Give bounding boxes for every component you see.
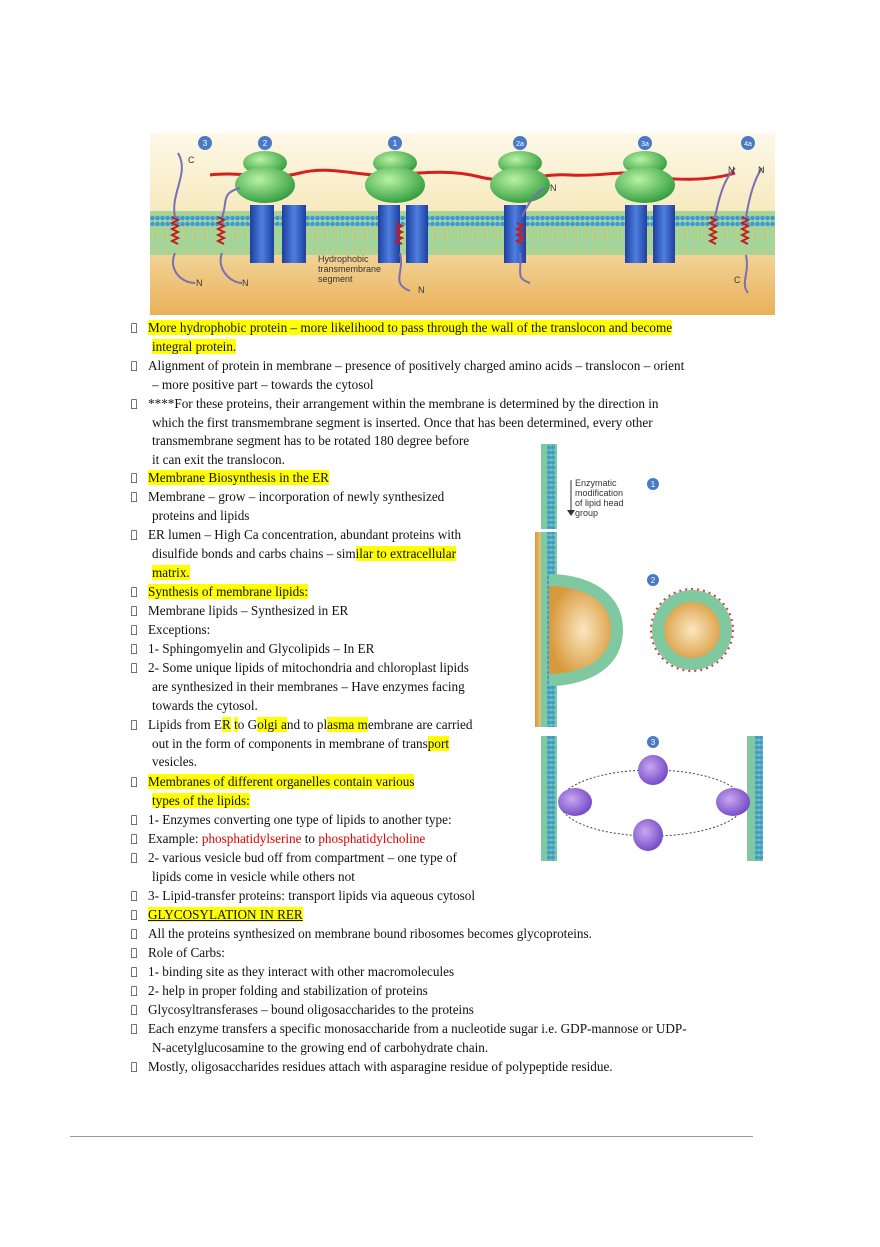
text-segment: types of the lipids: [152,793,250,808]
footer-rule [70,1136,753,1137]
text-segment: ****For these proteins, their arrangement within the membrane is determined by the direction in [148,396,659,411]
text-segment: o G [237,717,258,732]
text-line [148,602,348,620]
text-segment: GLYCOSYLATION IN RER [148,907,303,922]
text-line [148,1058,613,1076]
text-line [152,753,197,771]
text-line [152,735,449,753]
step-badge-2a [513,136,527,150]
text-segment: N-acetylglucosamine to the growing end of carbohydrate chain. [152,1040,489,1055]
text-segment: Role of Carbs: [148,945,225,960]
hydrophobic-callout: Hydrophobic transmembrane segment [318,254,382,284]
bullet [129,605,139,617]
bullet [129,472,139,484]
bullet [129,890,139,902]
step-badge-fig2-1 [647,478,659,490]
text-segment: 1- binding site as they interact with other macromolecules [148,964,455,979]
budding-membrane [549,580,617,680]
text-line [152,868,355,886]
text-line [148,357,684,375]
text-segment: nd to pl [286,717,328,732]
step-badge-3a [638,136,652,150]
terminal-c-right: C [734,275,741,285]
text-line [148,621,210,639]
lipid-diagram-svg [535,440,775,865]
bullet [129,852,139,864]
terminal-n-3: N [418,285,425,295]
text-segment: 3- Lipid-transfer proteins: transport lipids via aqueous cytosol [148,888,476,903]
text-line [148,982,428,1000]
transfer-protein-left [558,788,592,816]
svg-text:1: 1 [392,139,398,148]
step-badge-fig2-3 [647,736,659,748]
bullet [129,491,139,503]
text-line [148,963,454,981]
text-segment: lipids come in vesicle while others not [152,869,355,884]
bullet [129,928,139,940]
text-segment: asma m [327,717,368,732]
bullet [129,1023,139,1035]
text-segment: Membrane Biosynthesis in the ER [148,470,329,485]
text-segment: transmembrane segment has to be rotated 180 degree before [152,433,470,448]
bullet [129,1061,139,1073]
text-segment: are synthesized in their membranes – Have enzymes facing [152,679,465,694]
bullet [129,529,139,541]
text-line [148,811,452,829]
step-badge-2 [258,136,272,150]
text-line [148,395,659,413]
text-line [148,906,303,924]
text-segment: matrix. [152,565,190,580]
bullet [129,624,139,636]
text-line [152,432,469,450]
text-segment: 1- Sphingomyelin and Glycolipids – In ER [148,641,375,656]
transfer-protein-top [638,755,668,785]
text-segment: embrane are carried [367,717,473,732]
step-badge-4a [741,136,755,150]
text-segment: More hydrophobic protein – more likelihood to pass through the wall of the translocon and become [148,320,673,335]
text-line [152,414,653,432]
text-line [152,451,285,469]
text-segment: towards the cytosol. [152,698,258,713]
text-segment: phosphatidylcholine [318,831,426,846]
membrane-strip-1 [541,444,557,529]
bullet [129,947,139,959]
svg-text:2: 2 [650,576,656,585]
text-line [148,583,308,601]
text-line [148,716,473,734]
text-line [148,640,374,658]
svg-text:2a: 2a [516,141,524,148]
page-top-bullet [129,110,139,122]
text-segment: Exceptions: [148,622,211,637]
text-line [148,925,592,943]
text-segment: port [427,736,450,751]
terminal-n-5: N [728,165,735,175]
lipid-transport-figure [535,440,775,865]
bullet [129,662,139,674]
text-line [148,887,475,905]
translocon-membrane-figure [150,133,775,315]
text-segment: Membrane lipids – Synthesized in ER [148,603,349,618]
text-segment: 2- various vesicle bud off from compartment – one type of [148,850,457,865]
bullet [129,643,139,655]
bullet [129,322,139,334]
text-line [152,507,249,525]
bullet [129,814,139,826]
text-line [148,944,225,962]
transfer-protein-right [716,788,750,816]
text-line [152,376,374,394]
membrane-strip-3-left [541,736,557,861]
vesicle [658,596,726,664]
svg-text:3a: 3a [641,141,649,148]
svg-text:4a: 4a [744,141,752,148]
text-segment: Glycosyltransferases – bound oligosaccharides to the proteins [148,1002,474,1017]
text-line [148,469,329,487]
svg-text:1: 1 [650,480,656,489]
text-line [148,1020,687,1038]
enzymatic-callout: Enzymatic modification of lipid head group [575,478,624,518]
text-segment: to [301,831,319,846]
text-line [152,792,250,810]
text-line [148,319,672,337]
text-segment: vesicles. [152,754,198,769]
text-line [148,849,457,867]
text-line [148,488,444,506]
text-segment: Membrane – grow – incorporation of newly synthesized [148,489,445,504]
text-segment: All the proteins synthesized on membrane bound ribosomes becomes glycoproteins. [148,926,592,941]
text-segment: – more positive part – towards the cytosol [152,377,374,392]
bullet [129,398,139,410]
step-badge-3 [198,136,212,150]
text-segment: integral protein. [152,339,237,354]
text-segment: ilar to extracellular [355,546,456,561]
text-segment: it can exit the translocon. [152,452,285,467]
text-segment: Membranes of different organelles contain various [148,774,415,789]
terminal-c-left: C [188,155,195,165]
text-segment: Alignment of protein in membrane – presence of positively charged amino acids – translocon – orient [148,358,685,373]
text-line [148,1001,474,1019]
text-segment: olgi a [257,717,287,732]
text-line [152,678,465,696]
text-line [152,1039,488,1057]
text-line [152,697,258,715]
arrow-head [567,510,575,516]
text-segment: 2- help in proper folding and stabilization of proteins [148,983,428,998]
text-segment: Lipids from E [148,717,222,732]
lipid-bilayer [150,211,775,255]
bullet [129,985,139,997]
terminal-n-6: N [758,165,765,175]
svg-text:2: 2 [262,139,268,148]
terminal-n-4: N [550,183,557,193]
bullet [129,776,139,788]
bullet [129,833,139,845]
text-segment: which the first transmembrane segment is inserted. Once that has been determined, every other [152,415,653,430]
text-line [152,564,190,582]
step-badge-fig2-2 [647,574,659,586]
bullet [129,719,139,731]
transfer-protein-bottom [633,819,663,851]
translocon-diagram-svg [150,133,775,315]
text-segment: Synthesis of membrane lipids: [148,584,309,599]
svg-text:3: 3 [650,738,656,747]
bullet [129,966,139,978]
svg-text:3: 3 [202,139,208,148]
text-line [152,545,456,563]
bullet [129,360,139,372]
text-segment: Mostly, oligosaccharides residues attach with asparagine residue of polypeptide residue. [148,1059,613,1074]
bullet [129,586,139,598]
text-segment: 1- Enzymes converting one type of lipids to another type: [148,812,452,827]
text-segment: phosphatidylserine [201,831,302,846]
text-segment: out in the form of components in membrane of trans [152,736,428,751]
step-badge-1 [388,136,402,150]
text-segment: disulfide bonds and carbs chains – sim [152,546,356,561]
text-segment: 2- Some unique lipids of mitochondria and chloroplast lipids [148,660,469,675]
bullet [129,909,139,921]
text-line [148,773,414,791]
text-segment: Example: [148,831,202,846]
text-line [148,526,461,544]
text-segment: ER lumen – High Ca concentration, abundant proteins with [148,527,462,542]
text-segment: R [222,717,231,732]
terminal-n-2: N [242,278,249,288]
bullet [129,1004,139,1016]
terminal-n-1: N [196,278,203,288]
text-line [148,659,469,677]
text-segment: Each enzyme transfers a specific monosaccharide from a nucleotide sugar i.e. GDP-mannose or UDP- [148,1021,687,1036]
text-line [148,830,425,848]
text-line [152,338,236,356]
text-segment: proteins and lipids [152,508,250,523]
text-segment: t [234,717,238,732]
